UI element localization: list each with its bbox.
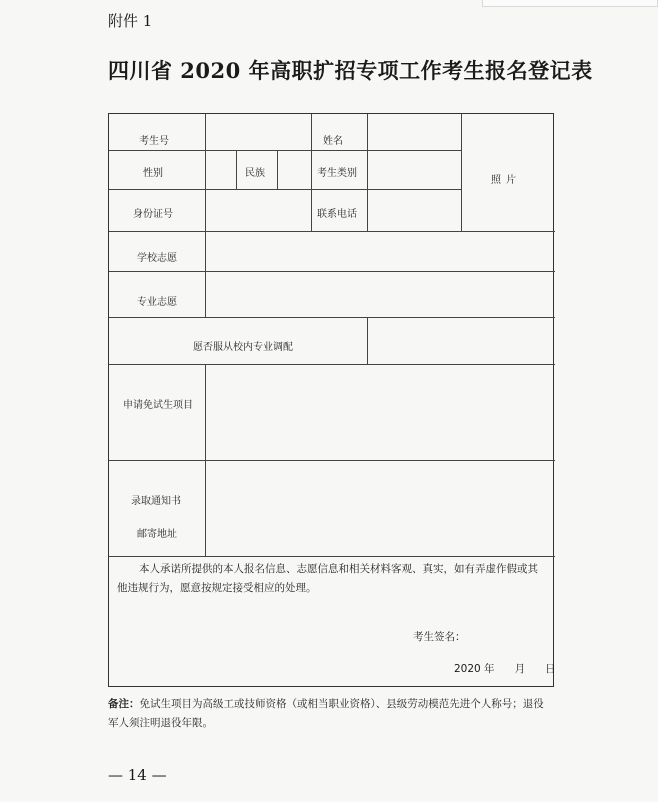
col-line: [367, 317, 368, 364]
col-line: [311, 114, 312, 231]
row-line: [109, 317, 555, 318]
row-line: [109, 150, 461, 151]
col-line: [236, 150, 237, 189]
pledge-text: 本人承诺所提供的本人报名信息、志愿信息和相关材料客观、真实，如有弄虚作假或其他违规行为，愿意按规定接受相应的处理。: [117, 563, 538, 594]
adjustment-label: 愿否服从校内专业调配: [193, 342, 293, 353]
page-title: 四川省 2020 年高职扩招专项工作考生报名登记表: [108, 58, 593, 83]
col-line: [205, 364, 206, 556]
row-line: [109, 556, 555, 557]
note-text: 免试生项目为高级工或技师资格（或相当职业资格）、县级劳动模范先进个人称号；退役军人须注明退役年限。: [108, 698, 544, 729]
photo-label: 照 片: [491, 175, 518, 186]
signature-label: 考生签名：: [413, 631, 466, 643]
registration-form: [108, 113, 554, 687]
admission-letter-label: 录取通知书: [131, 496, 181, 507]
col-line: [277, 150, 278, 189]
page-number: — 14 —: [108, 766, 167, 784]
attachment-label: 附件 1: [108, 12, 153, 30]
col-line: [461, 114, 462, 231]
name-label: 姓名: [323, 136, 343, 147]
gender-label: 性别: [143, 168, 163, 179]
id-number-label: 身份证号: [133, 209, 173, 220]
ethnicity-label: 民族: [245, 168, 265, 179]
row-line: [109, 189, 461, 190]
row-line: [109, 460, 555, 461]
row-line: [109, 231, 555, 232]
col-line: [367, 114, 368, 231]
row-line: [109, 271, 555, 272]
note-label: 备注：: [108, 698, 140, 710]
col-line: [205, 114, 206, 231]
candidate-type-label: 考生类别: [317, 168, 357, 179]
phone-label: 联系电话: [317, 209, 357, 220]
exemption-label: 申请免试生项目: [123, 400, 193, 411]
major-choice-label: 专业志愿: [137, 297, 177, 308]
top-frame: [482, 0, 658, 7]
date-text: 2020 年 月 日: [454, 663, 556, 675]
mailing-address-label: 邮寄地址: [137, 529, 177, 540]
school-choice-label: 学校志愿: [137, 253, 177, 264]
exam-number-label: 考生号: [139, 136, 169, 147]
row-line: [109, 364, 555, 365]
note: [108, 695, 554, 733]
col-line: [205, 231, 206, 317]
